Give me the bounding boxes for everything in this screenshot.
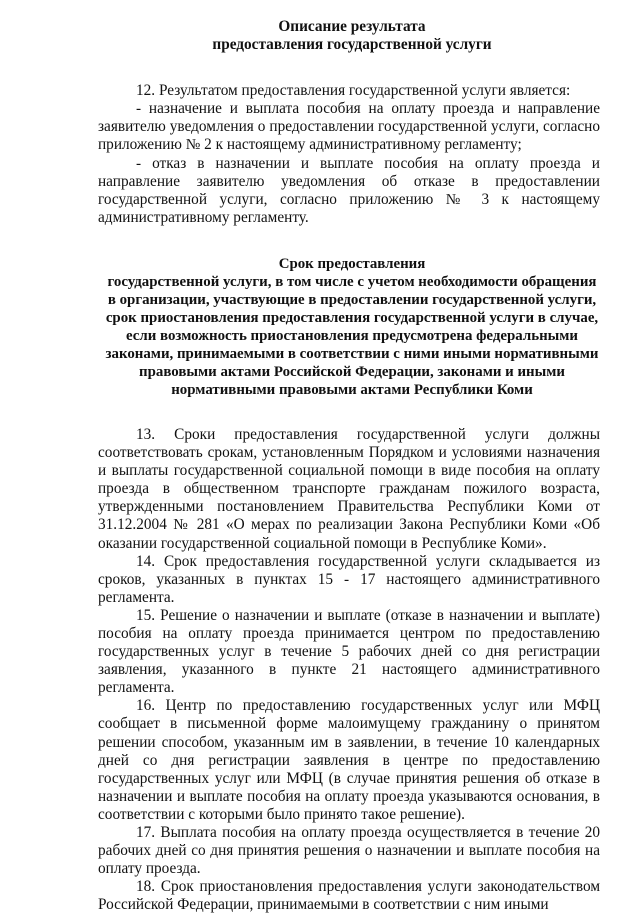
paragraph-14: 14. Срок предоставления государственной услуги складывается из сроков, указанных в пунктах 15 - 17 настоящего административного регламента. — [98, 552, 600, 606]
section-heading-line: если возможность приостановления предусмотрена федеральными — [125, 327, 579, 344]
title-line-2: предоставления государственной услуги — [212, 36, 492, 54]
title-line-1: Описание результата — [278, 18, 426, 35]
section-heading-line: срок приостановления предоставления государственной услуги в случае, — [105, 309, 599, 326]
section-heading-line: в организации, участвующие в предоставлении государственной услуги, — [107, 291, 597, 308]
item-12-intro: 12. Результатом предоставления государственной услуги является: — [136, 82, 571, 100]
section-heading — [98, 255, 606, 399]
paragraph-16: 16. Центр по предоставлению государственных услуг или МФЦ сообщает в письменной форме малоимущему гражданину о принятом решении способом, указанным им в заявлении, в течение 10 календарных дней со дня регистрации заявления в центре по предоставлению государственных услуг или МФЦ (в случае принятия решения об отказе в назначении и выплате пособия на оплату проезда указываются основания, в соответствии с которыми было принято такое решение). — [98, 697, 600, 823]
section-heading-line: государственной услуги, в том числе с учетом необходимости обращения — [107, 273, 597, 290]
paragraph-17: 17. Выплата пособия на оплату проезда осуществляется в течение 20 рабочих дней со дня принятия решения о назначении и выплате пособия на оплату проезда. — [98, 824, 600, 878]
paragraph-18: 18. Срок приостановления предоставления услуги законодательством Российской Федерации, принимаемыми в соответствии с ним иными — [98, 878, 600, 914]
section-heading-line: правовыми актами Российской Федерации, законами и иными — [139, 363, 565, 380]
section-heading-line: нормативными правовыми актами Республики Коми — [171, 381, 533, 398]
paragraph-15: 15. Решение о назначении и выплате (отказе в назначении и выплате) пособия на оплату проезда принимается центром по предоставлению государственных услуг в течение 5 рабочих дней со дня регистрации заявления, указанного в пункте 21 настоящего административного регламента. — [98, 606, 600, 697]
section-heading-line: законами, принимаемыми в соответствии с ними иными нормативными — [105, 345, 599, 362]
paragraph-13: 13. Сроки предоставления государственной услуги должны соответствовать срокам, установленным Порядком и условиями назначения и выплаты государственной социальной помощи в виде пособия на оплату проезда в общественном транспорте гражданам пожилого возраста, утвержденными постановлением Правительства Республики Коми от 31.12.2004 № 281 «О мерах по реализации Закона Республики Коми «Об оказании государственной социальной помощи в Республике Коми». — [98, 425, 600, 552]
page-title — [98, 18, 600, 54]
section-heading-line: Срок предоставления — [278, 255, 426, 272]
item-12-bullet-1: - назначение и выплата пособия на оплату проезда и направление заявителю уведомления о предоставлении государственной услуги, согласно приложению № 2 к настоящему административному регламенту; — [98, 100, 600, 154]
item-12-bullet-2: - отказ в назначении и выплате пособия на оплату проезда и направление заявителю уведомления об отказе в предоставлении государственной услуги, согласно приложению № 3 к настоящему административному регламенту. — [98, 154, 600, 226]
